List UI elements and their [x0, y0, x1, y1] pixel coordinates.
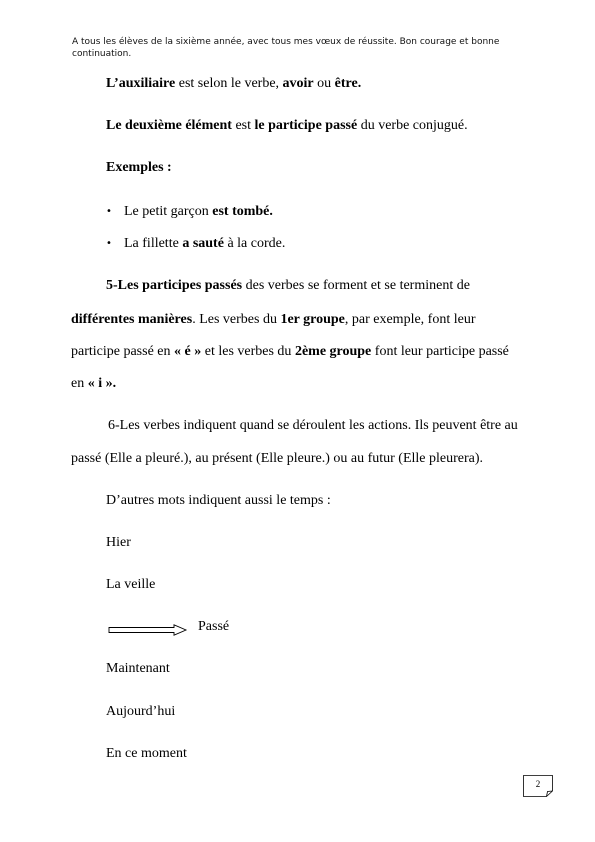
avoir-term: avoir: [282, 76, 314, 91]
right-arrow-icon: [108, 624, 188, 636]
time-word-en-ce-moment: En ce moment: [106, 746, 187, 761]
text-span: du verbe conjugué.: [357, 118, 468, 133]
time-words-intro: D’autres mots indiquent aussi le temps :: [106, 493, 331, 508]
etre-term: être.: [334, 76, 362, 91]
text-span: à la corde.: [223, 236, 286, 251]
text-span: font leur participe passé: [371, 344, 509, 359]
text-span: Le petit garçon: [124, 204, 213, 219]
participes-passes-term: 5-Les participes passés: [106, 278, 243, 293]
differentes-manieres-term: différentes manières: [71, 312, 193, 327]
participe-passe-term: le participe passé: [254, 118, 358, 133]
examples-heading: Exemples :: [106, 160, 172, 175]
text-span: est selon le verbe,: [175, 76, 283, 91]
paragraph-5-line-4: [71, 376, 116, 392]
page-number-box: [523, 775, 553, 797]
example-item: [124, 236, 285, 252]
text-span: La fillette: [124, 236, 183, 251]
time-word-la-veille: La veille: [106, 577, 156, 592]
first-group-term: 1er groupe: [280, 312, 345, 327]
e-ending-term: « é »: [174, 344, 202, 359]
second-element-sentence: [106, 118, 468, 134]
second-element-term: Le deuxième élément: [106, 118, 232, 133]
paragraph-5-line-3: [71, 344, 509, 360]
text-span: des verbes se forment et se terminent de: [242, 278, 470, 293]
example-item: [124, 204, 273, 220]
time-word-aujourdhui: Aujourd’hui: [106, 704, 176, 719]
text-span: en: [71, 376, 88, 391]
paragraph-6-line-1: 6-Les verbes indiquent quand se déroulent les actions. Ils peuvent être au: [108, 418, 518, 433]
arrow-label-passe: Passé: [198, 619, 230, 634]
text-span: , par exemple, font leur: [344, 312, 476, 327]
paragraph-6-line-2: passé (Elle a pleuré.), au présent (Elle pleure.) ou au futur (Elle pleurera).: [71, 451, 484, 466]
text-span: est: [231, 118, 255, 133]
paragraph-5-line-2: [71, 312, 476, 328]
bullet-icon: •: [106, 238, 112, 249]
text-span: . Les verbes du: [192, 312, 281, 327]
paragraph-5-line-1: [106, 278, 470, 294]
i-ending-term: « i ».: [87, 376, 117, 391]
auxiliary-sentence: [106, 76, 361, 92]
bullet-icon: •: [106, 206, 112, 217]
second-group-term: 2ème groupe: [294, 344, 372, 359]
time-word-hier: Hier: [106, 535, 131, 550]
auxiliary-term: L’auxiliaire: [106, 76, 176, 91]
page-number: 2: [535, 779, 541, 789]
page-header: A tous les élèves de la sixième année, avec tous mes vœux de réussite. Bon courage et bonne continuation.: [72, 37, 500, 59]
time-word-maintenant: Maintenant: [106, 661, 170, 676]
example-verb: a sauté: [182, 236, 224, 251]
text-span: et les verbes du: [201, 344, 295, 359]
example-verb: est tombé.: [212, 204, 273, 219]
text-span: ou: [313, 76, 335, 91]
text-span: participe passé en: [71, 344, 175, 359]
